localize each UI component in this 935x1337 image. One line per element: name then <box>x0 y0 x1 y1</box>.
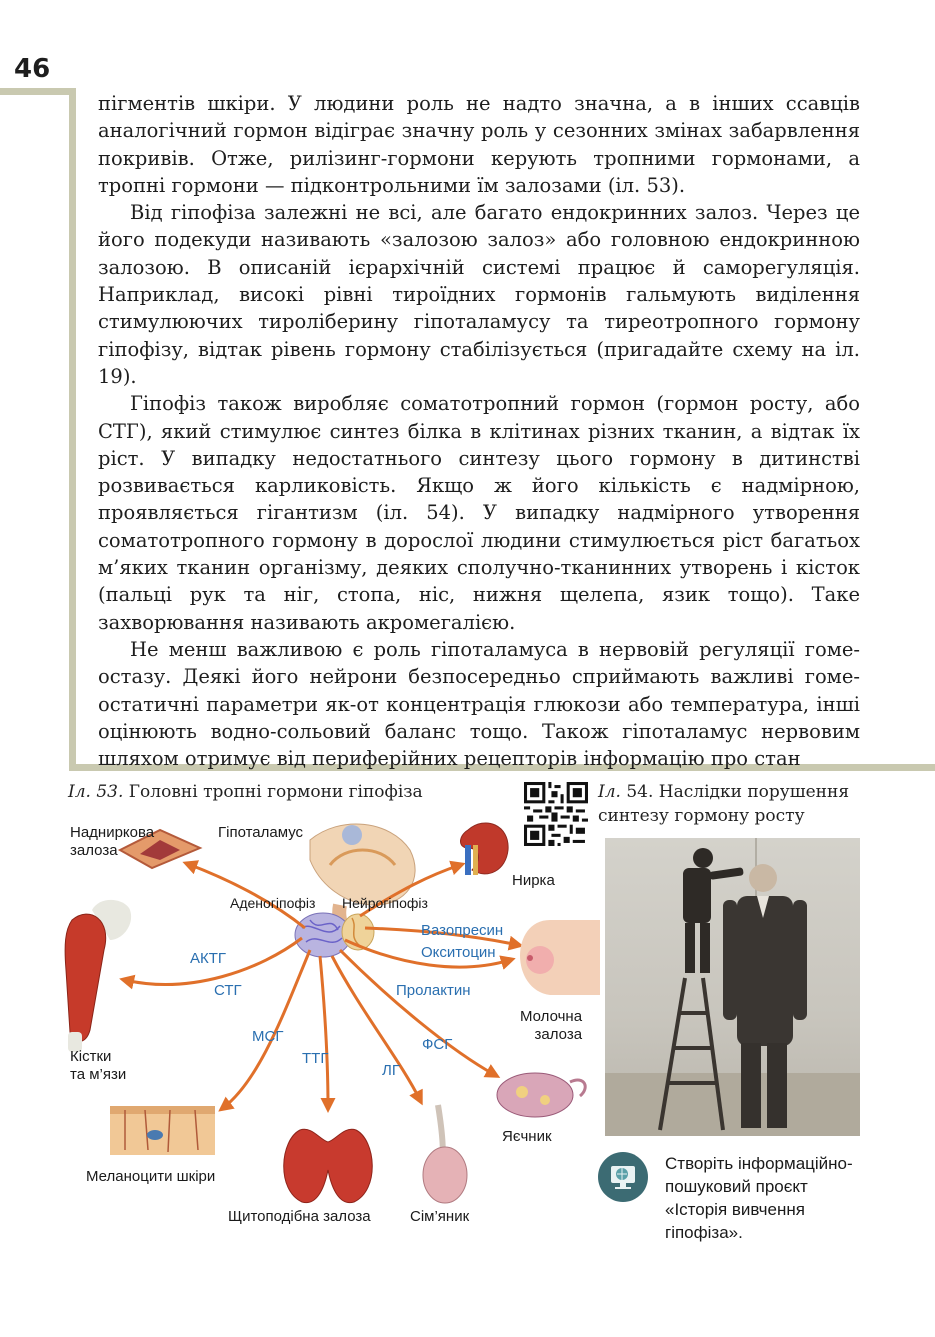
gigantism-photo <box>605 838 860 1136</box>
testis-illustration <box>423 1105 467 1203</box>
project-task-text: Створіть інформаційно- пошуковий проєкт «Історія вивчення гіпофіза». <box>665 1154 853 1242</box>
paragraph-2: Від гіпофіза залежні не всі, але багато ендокринних залоз. Через це його подекуди називають «залозою залоз» або головною ендокринною залозою. В описаній ієрархічній системі працює й саморегуляція. Наприклад, високі рівні тироїдних гормонів гальмують виділення стимулюючих тироліберину гіпоталамусу та тиреотропного гормону гіпофізу, відтак рівень гормону стабілізується (пригадайте схему на іл. 19). <box>98 201 860 388</box>
figure-54-caption-line1: 54. Наслідки порушення <box>626 782 850 802</box>
label-ovary: Яєчник <box>502 1128 552 1145</box>
figure-53-number: Іл. 53. <box>68 782 124 802</box>
label-neurohypophysis: Нейрогіпофіз <box>342 895 428 911</box>
label-adenohypophysis: Аденогіпофіз <box>230 895 316 911</box>
pituitary-illustration <box>295 913 374 957</box>
label-mammary-gland: Молочна залоза <box>520 1008 583 1043</box>
frame-top-rule <box>0 88 76 95</box>
hormone-vasopressin: Вазопресин <box>421 922 504 939</box>
label-hypothalamus: Гіпоталамус <box>218 824 304 841</box>
paragraph-3: Гіпофіз також виробляє соматотропний гормон (гормон росту, або СТГ), який стимулює синтез білка в клітинах різних тканин, а відтак їх ріст. У випадку недостатнього синтезу цього гормону в дитинстві розвивається карликовість. Якщо ж його кількість є надмірною, проявляється гігантизм (іл. 54). У випадку надмірного утворення соматотропного гормону в дорослої людини стимулюється ріст багатьох м’яких тканин організму, деяких сполучно-тканинних утворень і кісток (пальці рук та ніг, стопа, ніс, нижня щелепа, язик тощо). Таке захворювання називають акромегалією. <box>98 392 860 634</box>
label-bones-muscles: Кістки та м’язи <box>70 1048 127 1083</box>
label-adrenal-gland: Надниркова залоза <box>70 824 155 859</box>
thyroid-illustration <box>284 1129 373 1202</box>
label-melanocytes: Меланоцити шкіри <box>86 1168 216 1185</box>
figure-54-number: Іл. <box>598 782 621 802</box>
paragraph-4: Не менш важливою є роль гіпоталамуса в нервовій регуляції гомеостазу. Деякі його нейрони безпосередньо сприймають важливі гомеостатичні параметри як-от концентрація глюкози або температура, інші оцінюють водно-сольовий баланс тощо. Також гіпоталамус нервовим шляхом отримує від периферійних рецепторів інформацію про стан <box>98 637 860 771</box>
page-number: 46 <box>14 54 51 84</box>
arrow-to-testis <box>332 956 420 1100</box>
frame-left-rule <box>69 88 76 768</box>
hormone-oxytocin: Окситоцин <box>421 944 496 961</box>
hormone-ttg: ТТГ <box>302 1050 329 1067</box>
paragraph-1: пігментів шкіри. У людини роль не надто значна, а в інших ссавців аналогічний гормон відіграє значну роль у сезонних змінах забарвлення покривів. Отже, рилізинг-гормони керують тропними гормонами, а тропні гормони — підконтрольними їм залозами (іл. 53). <box>98 92 860 197</box>
gigantism-photo-drawing <box>605 838 860 1136</box>
arrow-to-ovary <box>340 950 495 1075</box>
label-testis: Сім’яник <box>410 1208 470 1225</box>
hormone-fsg: ФСГ <box>422 1036 453 1053</box>
hormone-msg: МСГ <box>252 1028 284 1045</box>
ovary-illustration <box>497 1073 585 1117</box>
kidney-illustration <box>461 823 509 875</box>
mammary-illustration <box>520 920 600 995</box>
hormones-diagram <box>40 810 600 1250</box>
hormone-prolactin: Пролактин <box>396 982 471 999</box>
figure-53-caption <box>68 780 423 804</box>
body-text <box>98 90 860 772</box>
hormone-stg: СТГ <box>214 982 242 999</box>
figure-54-caption-line2: синтезу гормону росту <box>598 806 805 826</box>
figure-54-caption <box>598 780 849 828</box>
hormone-lg: ЛГ <box>382 1062 400 1079</box>
label-kidney: Нирка <box>512 872 555 889</box>
bones-muscles-illustration <box>65 900 131 1052</box>
label-thyroid: Щитоподібна залоза <box>228 1208 371 1225</box>
figure-53-title: Головні тропні гормони гіпофіза <box>128 782 423 802</box>
skin-illustration <box>110 1106 215 1155</box>
arrow-to-thyroid <box>320 956 328 1107</box>
project-globe-icon <box>598 1152 648 1202</box>
hormone-actg: АКТГ <box>190 950 227 967</box>
